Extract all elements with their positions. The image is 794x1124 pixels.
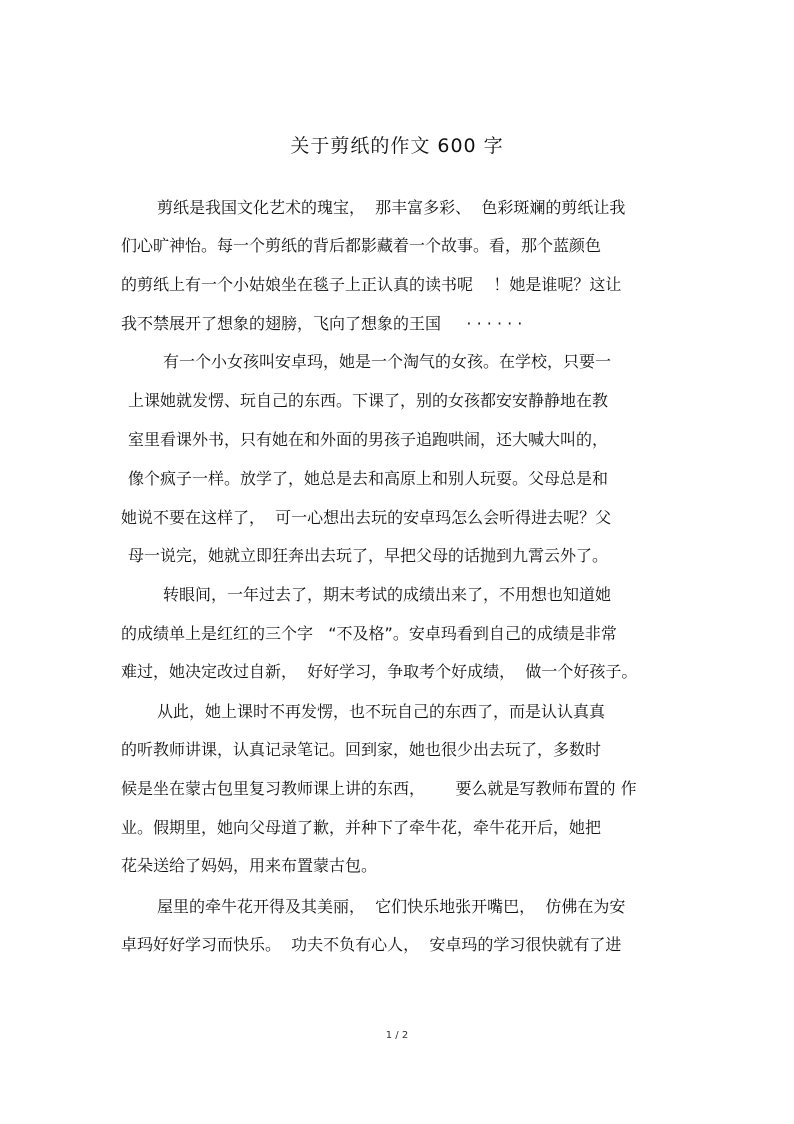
text-line: 剪纸是我国文化艺术的瑰宝， 那丰富多彩、 色彩斑斓的剪纸让我 — [157, 198, 626, 217]
text-line: 转眼间，一年过去了，期末考试的成绩出来了，不用想也知道她 — [163, 585, 612, 604]
page-number: 1 / 2 — [385, 1030, 409, 1041]
text-line: 卓玛好好学习而快乐。 功夫不负有心人， 安卓玛的学习很快就有了进 — [121, 935, 622, 954]
page-title: 关于剪纸的作文 600 字 — [290, 135, 504, 157]
text-line: 的听教师讲课，认真记录笔记。回到家，她也很少出去玩了，多数时 — [121, 740, 602, 759]
text-line: 有一个小女孩叫安卓玛，她是一个淘气的女孩。在学校，只要一 — [163, 352, 612, 371]
text-line: 屋里的牵牛花开得及其美丽， 它们快乐地张开嘴巴， 仿佛在为安 — [157, 897, 626, 916]
text-line: 从此，她上课时不再发愣，也不玩自己的东西了，而是认认真真 — [157, 702, 606, 721]
text-line: 她说不要在这样了， 可一心想出去玩的安卓玛怎么会听得进去呢？父 — [121, 508, 612, 527]
text-line: 的剪纸上有一个小姑娘坐在毯子上正认真的读书呢 ！她是谁呢？这让 — [121, 275, 622, 294]
text-line: 候是坐在蒙古包里复习教师课上讲的东西， 要么就是写教师布置的 作 — [121, 779, 637, 798]
text-line: 我不禁展开了想象的翅膀，飞向了想象的王国 · · · · · · — [121, 314, 523, 333]
text-line: 室里看课外书，只有她在和外面的男孩子追跑哄闹，还大喊大叫的， — [128, 430, 609, 449]
text-line: 花朵送给了妈妈，用来布置蒙古包。 — [121, 856, 378, 875]
text-line: 上课她就发愣、玩自己的东西。下课了，别的女孩都安安静静地在教 — [128, 391, 609, 410]
text-line: 母一说完，她就立即狂奔出去玩了，早把父母的话抛到九霄云外了。 — [128, 546, 609, 565]
text-line: 业。假期里，她向父母道了歉，并种下了牵牛花，牵牛花开后，她把 — [121, 818, 602, 837]
text-line: 的成绩单上是红红的三个字 “不及格”。安卓玛看到自己的成绩是非常 — [121, 624, 617, 643]
text-line: 难过，她决定改过自新， 好好学习，争取考个好成绩， 做一个好孩子。 — [121, 662, 638, 681]
text-line: 像个疯子一样。放学了，她总是去和高原上和别人玩耍。父母总是和 — [128, 469, 609, 488]
text-line: 们心旷神怡。每一个剪纸的背后都影藏着一个故事。看，那个蓝颜色 — [121, 236, 602, 255]
